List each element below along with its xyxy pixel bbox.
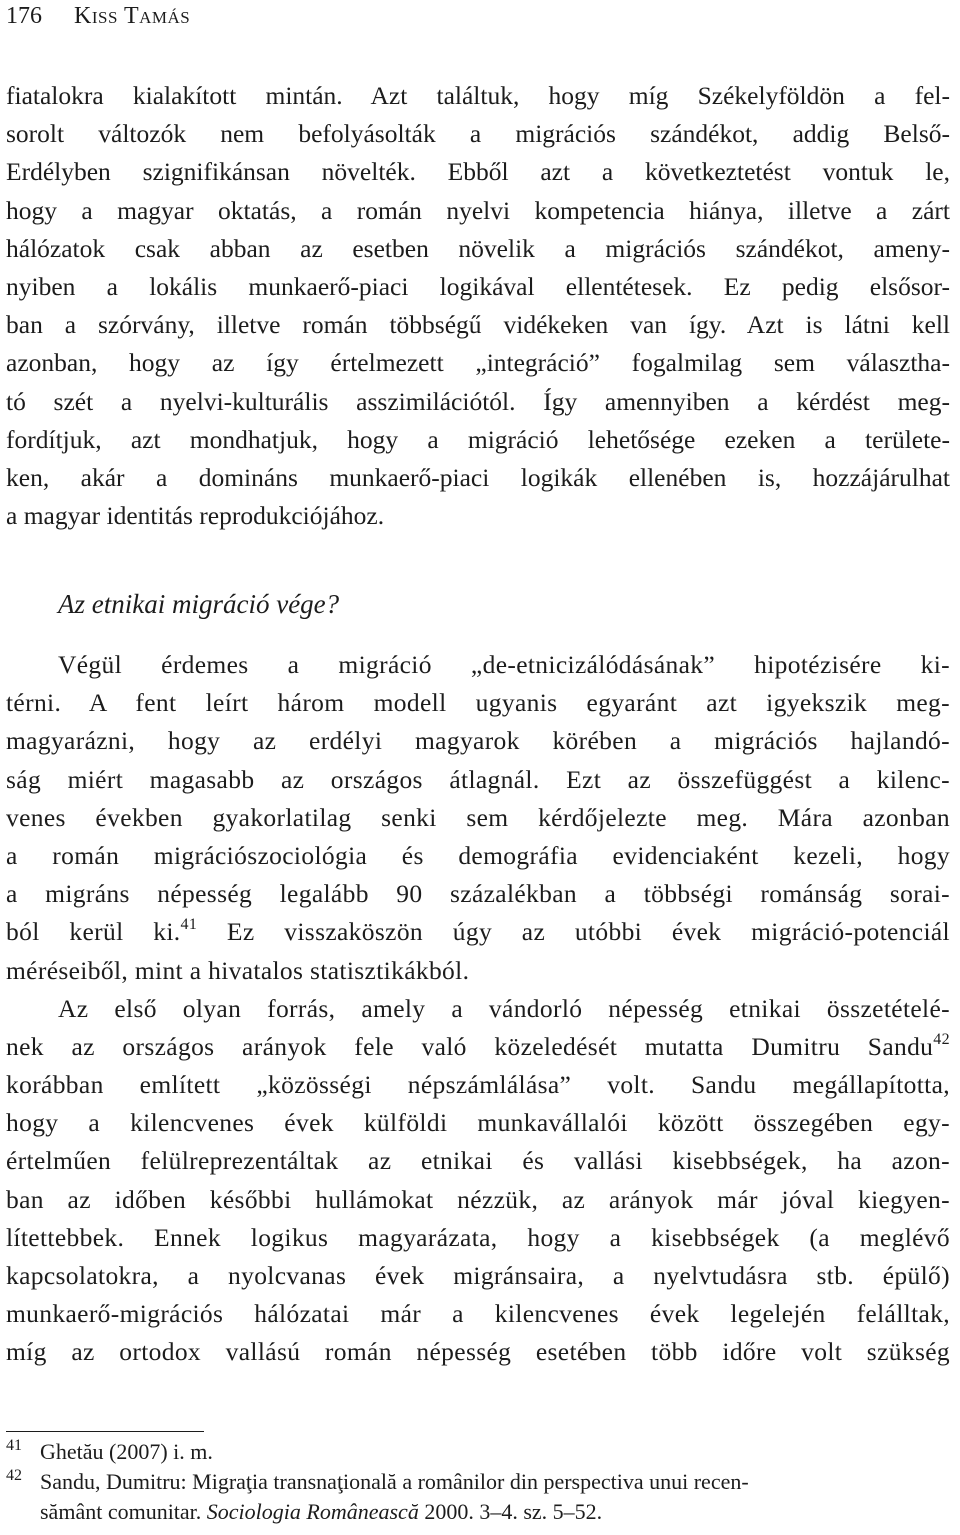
text-line [6,1028,950,1066]
text-segment: sământ comunitar. [40,1499,207,1524]
section-heading: Az etnikai migráció vége? [58,589,340,619]
text-line: munkaerő-migrációs hálózatai már a kilencvenes évek legelején felálltak, [6,1299,950,1329]
text-line: ban a szórvány, illetve román többségű vidékeken van így. Azt is látni kell [6,310,950,340]
page-number: 176 [6,3,42,29]
text-line: ban az időben későbbi hullámokat nézzük, az arányok már jóval kiegyen- [6,1184,950,1214]
footnote-number: 42 [6,1467,22,1484]
footnote-42 [6,1467,950,1527]
running-head-author: Kiss Tamás [74,3,191,29]
text-line: a migráns népesség legalább 90 százalékban a többségi románság sorai- [6,879,950,909]
text-line: ság miért magasabb az országos átlagnál. Ezt az összefüggést a kilenc- [6,764,950,794]
text-line: hogy a kilencvenes évek külföldi munkavállalói között összegében egy- [6,1108,950,1138]
running-head [6,2,190,30]
text-line: nyiben a lokális munkaerő-piaci logikával ellentétesek. Ez pedig elsősor- [6,271,950,301]
text-line: ken, akár a domináns munkaerő-piaci logikák ellenében is, hozzájárulhat [6,462,950,492]
text-line: azonban, hogy az így értelmezett „integráció” fogalmilag sem választha- [6,348,950,378]
text-line: kapcsolatokra, a nyolcvanas évek migránsaira, a nyelvtudásra stb. épülő) [6,1261,950,1290]
text-line: fordítjuk, azt mondhatjuk, hogy a migráció lehetősége ezeken a területe- [6,424,950,454]
text-line: Erdélyben szignifikánsan növelték. Ebből azt a következtetést vontuk le, [6,157,950,187]
text-line: hogy a magyar oktatás, a román nyelvi kompetencia hiánya, illetve a zárt [6,195,950,225]
paragraph-2 [6,646,950,1372]
paragraph-1 [6,77,950,535]
text-segment: Ez visszaköszön úgy az utóbbi évek migráció-potenciál [197,917,950,947]
text-line: méréseiből, mint a hivatalos statisztikákból. [6,955,470,985]
footnote-ref-41[interactable]: 41 [180,916,198,934]
text-segment: ból kerül ki. [6,917,181,947]
text-line: magyarázni, hogy az erdélyi magyarok körében a migrációs hajlandó- [6,726,950,756]
text-segment: nek az országos arányok fele való közeledését mutatta Dumitru Sandu [6,1031,934,1061]
footnote-41 [6,1437,950,1467]
footnote-text: Ghetău (2007) i. m. [40,1439,213,1464]
text-line: tó szét a nyelvi-kulturális asszimilációtól. Így amennyiben a kérdést meg- [6,386,950,416]
footnote-text: Sandu, Dumitru: Migraţia transnaţională a românilor din perspectiva unui recen- [40,1469,749,1494]
text-line [6,913,950,951]
text-line: Végül érdemes a migráció „de-etnicizálódásának” hipotézisére ki- [58,650,950,679]
footnote-number: 41 [6,1437,22,1454]
footnote-divider [6,1431,204,1432]
text-line: venes években gyakorlatilag senki sem kérdőjelezte meg. Mára azonban [6,802,950,832]
text-line: fiatalokra kialakított mintán. Azt találtuk, hogy míg Székelyföldön a fel- [6,81,950,110]
text-line: térni. A fent leírt három modell ugyanis egyaránt azt igyekszik meg- [6,688,950,718]
footnotes [6,1437,950,1527]
text-line: míg az ortodox vallású román népesség esetében több időre volt szükség [6,1337,950,1367]
text-line: sorolt változók nem befolyásolták a migrációs szándékot, addig Belső- [6,119,950,149]
text-line: a magyar identitás reprodukciójához. [6,501,385,531]
text-line: a román migrációszociológia és demográfia evidenciaként kezeli, hogy [6,840,950,870]
text-line: korábban említett „közösségi népszámlálása” volt. Sandu megállapította, [6,1070,950,1100]
journal-title: Sociologia Românească [206,1499,419,1524]
text-segment: 2000. 3–4. sz. 5–52. [418,1499,603,1524]
text-line: hálózatok csak abban az esetben növelik a migrációs szándékot, ameny- [6,233,950,263]
text-line: lítettebbek. Ennek logikus magyarázata, hogy a kisebbségek (a meglévő [6,1222,950,1252]
text-line: értelműen felülreprezentáltak az etnikai és vallási kisebbségek, ha azon- [6,1146,950,1176]
text-line: Az első olyan forrás, amely a vándorló népesség etnikai összetételé- [58,993,950,1023]
footnote-text-cont [40,1497,950,1527]
footnote-ref-42[interactable]: 42 [933,1030,950,1048]
